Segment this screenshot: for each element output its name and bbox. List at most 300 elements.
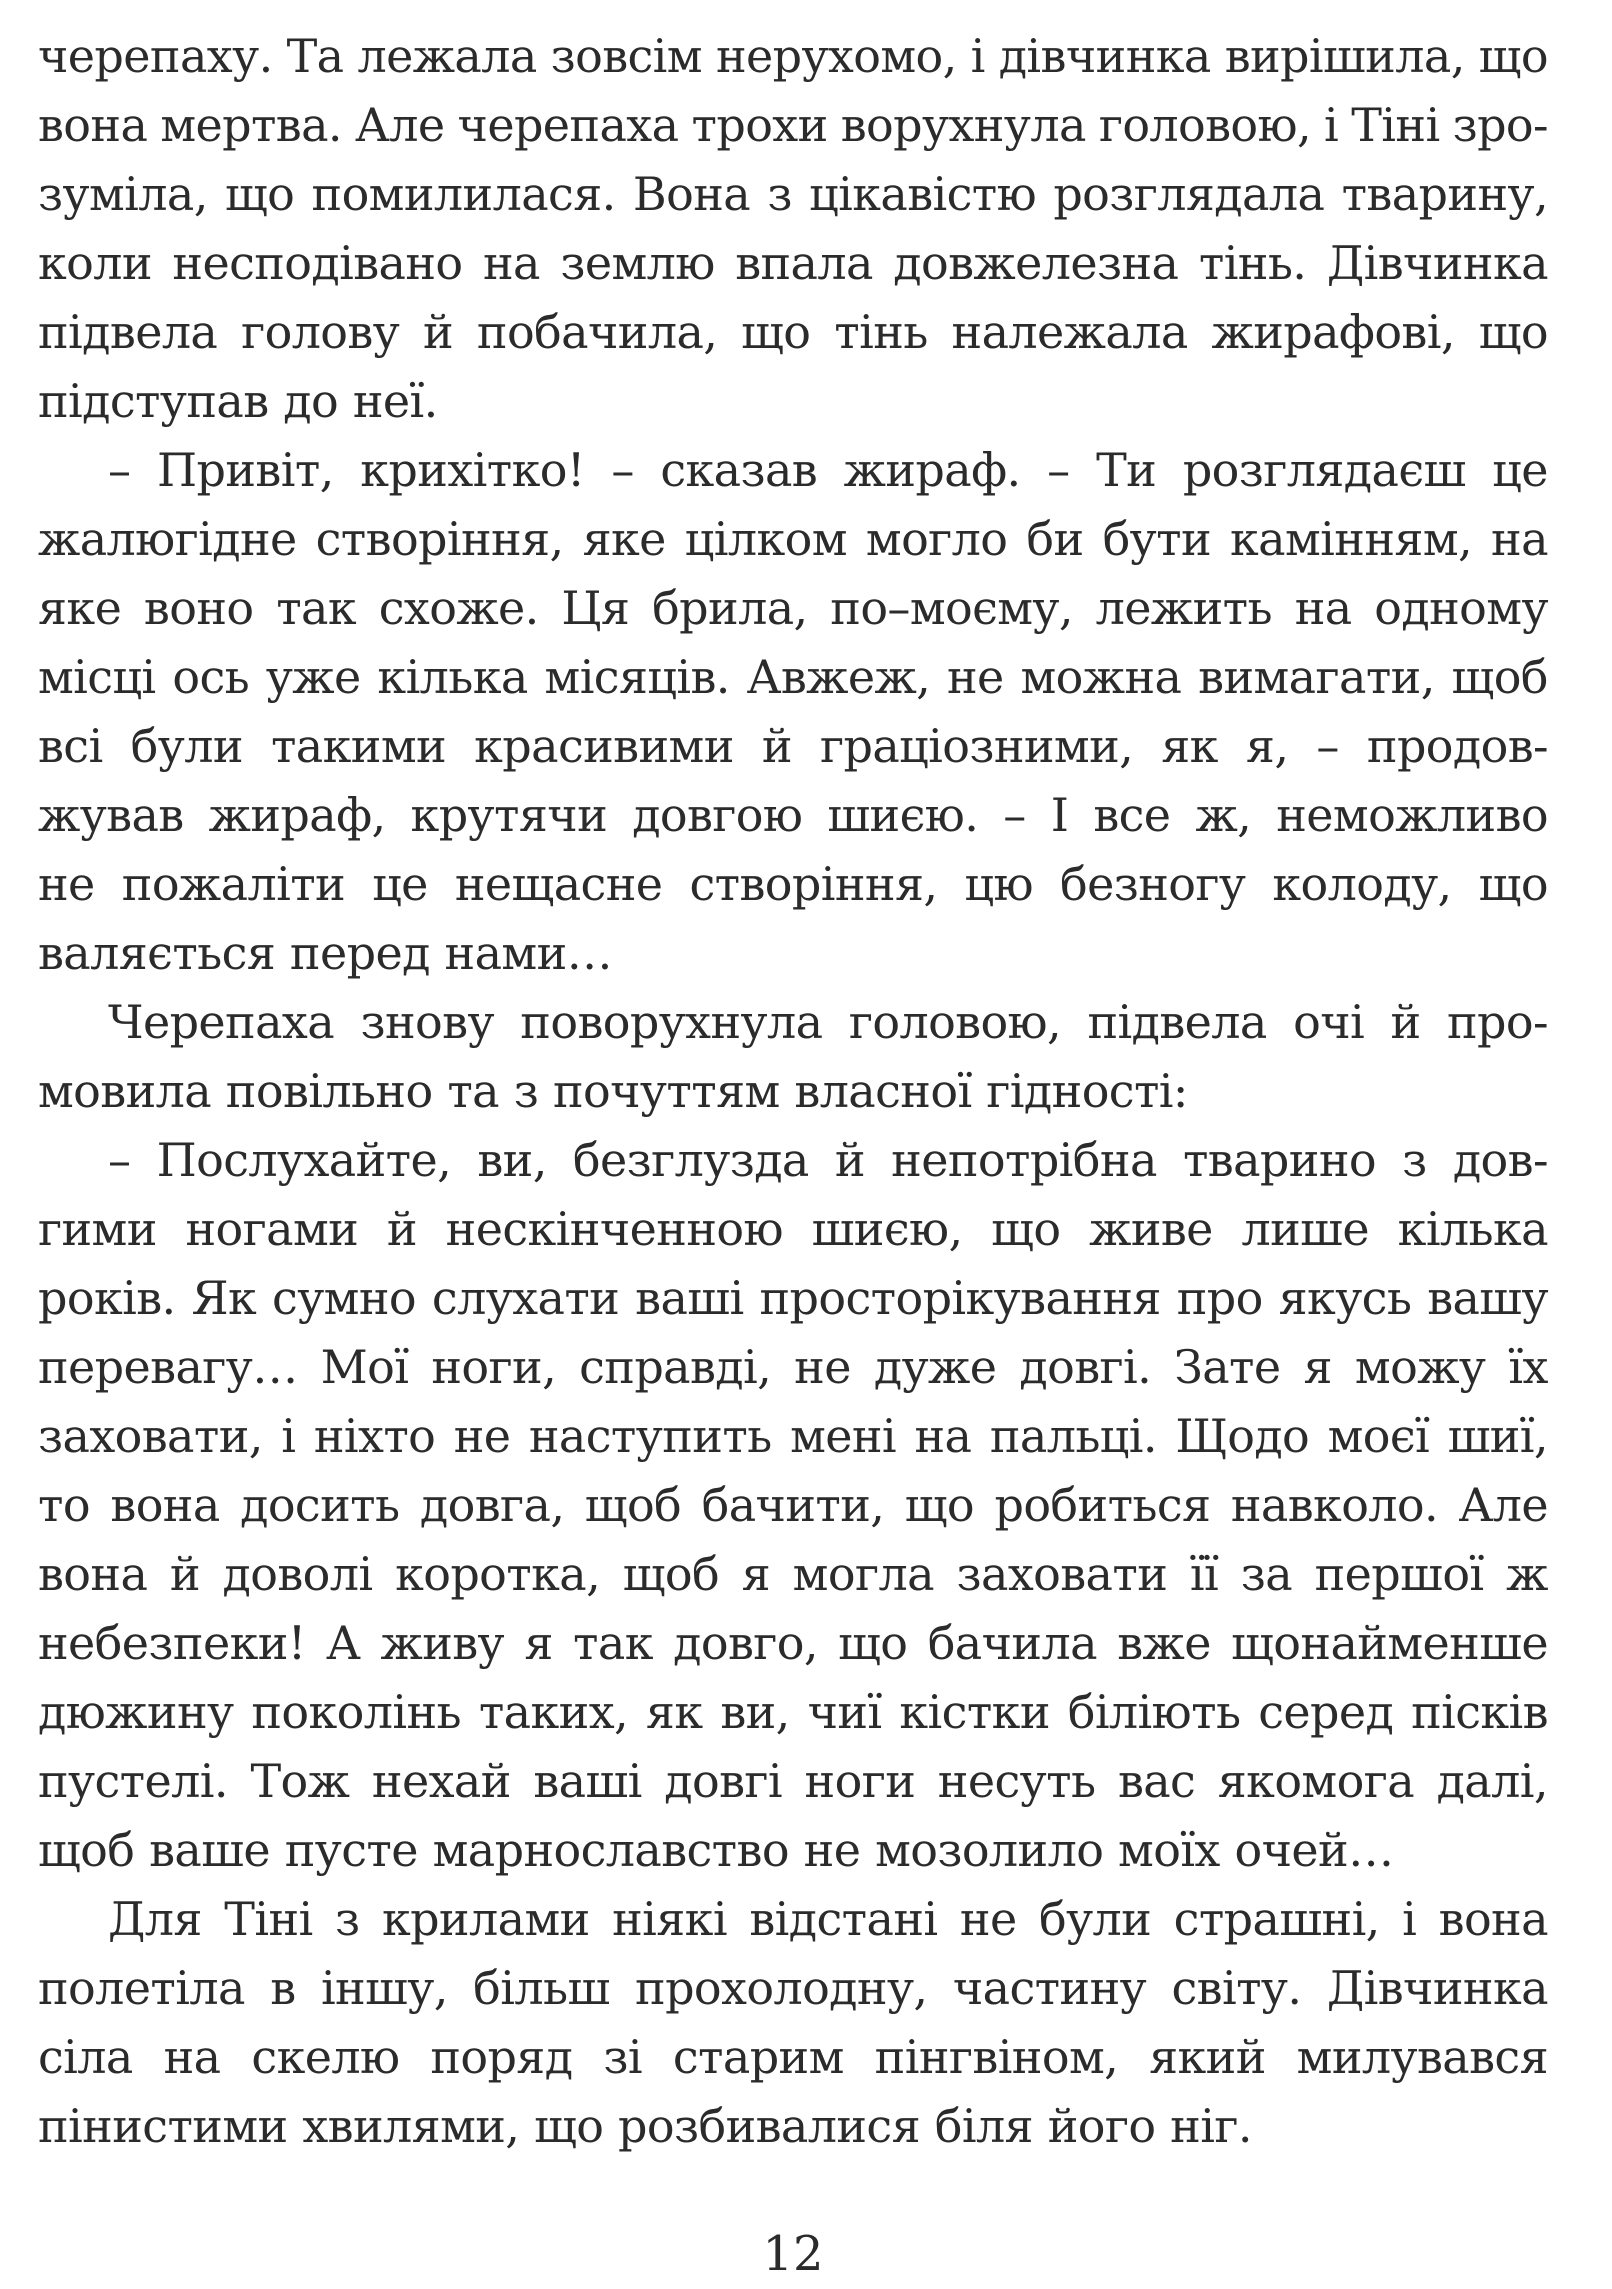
word: все [1093, 788, 1171, 842]
word: кілька [1397, 1202, 1548, 1256]
word: – [108, 443, 131, 497]
word: довго, [673, 1616, 818, 1670]
word: пінгвіном, [874, 2030, 1119, 2084]
word: тінь [834, 305, 928, 359]
word: воно [143, 581, 254, 635]
word: хвилями, [302, 2099, 520, 2153]
word: Для [108, 1892, 202, 1946]
word: вашу [1427, 1271, 1548, 1325]
word: гідності: [986, 1064, 1188, 1118]
word: лежала [357, 29, 537, 83]
word: Тіні [1351, 98, 1440, 152]
word: це [1492, 443, 1548, 497]
word: ногами [185, 1202, 359, 1256]
word: неможливо [1276, 788, 1548, 842]
word: крилами [381, 1892, 590, 1946]
word: Тіні [224, 1892, 313, 1946]
text-line [38, 1333, 1548, 1402]
word: на [914, 1409, 972, 1463]
word: Та [286, 29, 344, 83]
text-line [38, 712, 1548, 781]
word: неї. [352, 374, 438, 428]
word: тварину, [1341, 167, 1548, 221]
book-page [38, 0, 1548, 2289]
word: просторікування [759, 1271, 1161, 1325]
word: розглядаєш [1182, 443, 1466, 497]
word: лежить [1095, 581, 1272, 635]
text-line [38, 988, 1548, 1057]
text-line [38, 1885, 1548, 1954]
word: щонайменше [1231, 1616, 1548, 1670]
word: Привіт, [156, 443, 334, 497]
word: – [1003, 788, 1026, 842]
word: що [1478, 857, 1548, 911]
word: світу. [1171, 1961, 1302, 2015]
word: й [169, 1547, 200, 1601]
word: – [1047, 443, 1070, 497]
text-line [38, 1264, 1548, 1333]
word: бути [1102, 512, 1212, 566]
word: це [372, 857, 428, 911]
text-line [38, 1678, 1548, 1747]
word: головою, [848, 995, 1062, 1049]
word: досить [240, 1478, 400, 1532]
word: в [270, 1961, 296, 2015]
word: коли [38, 236, 152, 290]
word: цю [964, 857, 1033, 911]
word: одному [1374, 581, 1548, 635]
text-line [38, 367, 1548, 436]
word: довгі. [1019, 1340, 1152, 1394]
word: жираф, [208, 788, 386, 842]
word: не [453, 1409, 511, 1463]
word: мені [790, 1409, 897, 1463]
word: очі [1293, 995, 1365, 1049]
word: – [108, 1133, 131, 1187]
word: ноги [804, 1754, 916, 1808]
word: на [1491, 512, 1548, 566]
word: довга, [419, 1478, 565, 1532]
word: ніг. [1170, 2099, 1252, 2153]
word: й [1390, 995, 1421, 1049]
word: ніхто [313, 1409, 436, 1463]
word: Щодо [1175, 1409, 1310, 1463]
word: зі [603, 2030, 642, 2084]
word: очей… [1234, 1823, 1394, 1877]
word: Вона [632, 167, 751, 221]
word: і [1402, 1892, 1417, 1946]
word: так [573, 1616, 653, 1670]
word: більш [473, 1961, 610, 2015]
text-line [38, 436, 1548, 505]
word: поворухнула [520, 995, 823, 1049]
word: вона [38, 98, 148, 152]
word: створіння, [689, 857, 938, 911]
word: місці [38, 650, 156, 704]
word: Мої [320, 1340, 409, 1394]
word: бачила [927, 1616, 1097, 1670]
word: прохолодну, [635, 1961, 928, 2015]
word: шиєю. [827, 788, 979, 842]
word: би [1026, 512, 1084, 566]
word: та [447, 1064, 499, 1118]
word: яке [582, 512, 666, 566]
word: трохи [691, 98, 828, 152]
word: таких, [478, 1685, 629, 1739]
text-line [38, 1471, 1548, 1540]
text-line [38, 505, 1548, 574]
text-line [38, 850, 1548, 919]
word: можу [1354, 1340, 1486, 1394]
word: небезпеки! [38, 1616, 306, 1670]
word: я [1303, 1340, 1332, 1394]
word: якомога [1217, 1754, 1415, 1808]
word: наступить [528, 1409, 772, 1463]
word: схоже. [378, 581, 539, 635]
word: старим [672, 2030, 844, 2084]
word: Зате [1174, 1340, 1281, 1394]
word: щоб [1451, 650, 1548, 704]
word: крихітко! [360, 443, 585, 497]
text-line [38, 1609, 1548, 1678]
word: голову [241, 305, 400, 359]
word: пусте [284, 1823, 418, 1877]
word: не [959, 1892, 1017, 1946]
word: валяється [38, 926, 276, 980]
word: ваші [635, 1271, 744, 1325]
word: продов- [1366, 719, 1548, 773]
word: вона [38, 1547, 148, 1601]
word: справді, [579, 1340, 772, 1394]
word: І [1050, 788, 1069, 842]
word: шиї, [1447, 1409, 1548, 1463]
word: ворухнула [840, 98, 1086, 152]
text-line [38, 1540, 1548, 1609]
text-line [38, 160, 1548, 229]
word: на [1294, 581, 1352, 635]
word: кілька [377, 650, 528, 704]
word: власної [794, 1064, 972, 1118]
word: були [130, 719, 243, 773]
word: за [1240, 1547, 1293, 1601]
word: Тож [250, 1754, 350, 1808]
word: черепаха [457, 98, 679, 152]
word: не [38, 857, 95, 911]
word: ж, [1195, 788, 1252, 842]
text-line [38, 1126, 1548, 1195]
word: вас [1117, 1754, 1196, 1808]
text-line [38, 781, 1548, 850]
word: крутячи [410, 788, 608, 842]
word: Черепаха [108, 995, 335, 1049]
text-line [38, 574, 1548, 643]
word: їх [1508, 1340, 1548, 1394]
word: сіла [38, 2030, 133, 2084]
word: могло [865, 512, 1008, 566]
word: що [991, 1202, 1061, 1256]
word: перевагу… [38, 1340, 298, 1394]
word: нами… [444, 926, 613, 980]
word: яке [38, 581, 122, 635]
word: непотрібна [891, 1133, 1157, 1187]
word: жував [38, 788, 184, 842]
text-line [38, 229, 1548, 298]
word: пальці. [989, 1409, 1157, 1463]
word: його [1047, 2099, 1156, 2153]
word: не [794, 1340, 851, 1394]
word: розглядала [1053, 167, 1325, 221]
word: розбивалися [618, 2099, 921, 2153]
word: поряд [430, 2030, 573, 2084]
word: всі [38, 719, 103, 773]
word: довгі [664, 1754, 783, 1808]
word: і [970, 29, 985, 83]
word: як [1161, 719, 1218, 773]
word: – [1316, 719, 1339, 773]
word: Авжеж, [746, 650, 931, 704]
word: Але [1458, 1478, 1548, 1532]
word: заховати [956, 1547, 1168, 1601]
word: мозолило [875, 1823, 1104, 1877]
word: не [803, 1823, 861, 1877]
text-line [38, 2092, 1548, 2161]
word: на [163, 2030, 221, 2084]
word: могла [792, 1547, 934, 1601]
word: впала [735, 236, 873, 290]
word: милувався [1296, 2030, 1548, 2084]
word: дюжину [38, 1685, 234, 1739]
word: я [741, 1547, 771, 1601]
word: її [1189, 1547, 1219, 1601]
word: підступав [38, 374, 269, 428]
word: першої [1314, 1547, 1484, 1601]
word: вона [110, 1478, 220, 1532]
word: ви, [477, 1133, 547, 1187]
word: пінистими [38, 2099, 288, 2153]
word: Ця [561, 581, 630, 635]
word: камінням, [1230, 512, 1473, 566]
word: ніякі [612, 1892, 727, 1946]
word: що [741, 305, 811, 359]
word: нескінченною [445, 1202, 783, 1256]
word: Але [355, 98, 445, 152]
word: й [386, 1202, 417, 1256]
word: про- [1446, 995, 1548, 1049]
word: несуть [937, 1754, 1096, 1808]
word: якусь [1278, 1271, 1412, 1325]
word: пісків [1411, 1685, 1548, 1739]
word: не [947, 650, 1004, 704]
word: на [482, 236, 540, 290]
word: моїх [1118, 1823, 1220, 1877]
word: й [761, 719, 792, 773]
word: нерухомо, [715, 29, 957, 83]
word: підвела [38, 305, 218, 359]
word: знову [360, 995, 494, 1049]
word: поколінь [251, 1685, 461, 1739]
word: черепаху. [38, 29, 273, 83]
word: повільно [225, 1064, 433, 1118]
text-line [38, 919, 1548, 988]
word: ваше [149, 1823, 270, 1877]
word: Ти [1096, 443, 1157, 497]
word: біліють [1067, 1685, 1241, 1739]
word: мертва. [160, 98, 342, 152]
word: ось [172, 650, 250, 704]
word: як [645, 1685, 703, 1739]
page-number: 12 [762, 2226, 824, 2282]
word: дов- [1452, 1133, 1548, 1187]
word: нещасне [454, 857, 663, 911]
word: далі, [1436, 1754, 1548, 1808]
word: довжелезна [893, 236, 1179, 290]
word: що [1478, 305, 1548, 359]
word: цілком [684, 512, 847, 566]
word: з [513, 1064, 539, 1118]
word: зро- [1452, 98, 1548, 152]
word: полетіла [38, 1961, 245, 2015]
word: іншу, [320, 1961, 448, 2015]
word: що [904, 1478, 975, 1532]
word: кістки [899, 1685, 1050, 1739]
word: що [838, 1616, 908, 1670]
word: довгою [632, 788, 803, 842]
word: ви, [720, 1685, 790, 1739]
word: безногу [1060, 857, 1246, 911]
word: моєї [1327, 1409, 1430, 1463]
text-line [38, 2023, 1548, 2092]
text-line [38, 22, 1548, 91]
word: частину [952, 1961, 1147, 2015]
word: дівчинка [998, 29, 1211, 83]
word: Дівчинка [1326, 236, 1548, 290]
text-line [38, 1954, 1548, 2023]
word: зуміла, [38, 167, 208, 221]
word: вона [1438, 1892, 1548, 1946]
word: пустелі. [38, 1754, 228, 1808]
word: можна [1020, 650, 1182, 704]
word: перед [289, 926, 430, 980]
body-text [38, 22, 1548, 2161]
text-line [38, 643, 1548, 712]
word: страшні, [1173, 1892, 1380, 1946]
word: лише [1241, 1202, 1369, 1256]
text-line [38, 1057, 1548, 1126]
word: нехай [371, 1754, 511, 1808]
word: навколо. [1230, 1478, 1439, 1532]
word: Дівчинка [1326, 1961, 1548, 2015]
word: жалюгідне [38, 512, 297, 566]
text-line [38, 1195, 1548, 1264]
word: заховати, [38, 1409, 263, 1463]
word: так [276, 581, 357, 635]
word: створіння, [315, 512, 564, 566]
word: такими [270, 719, 447, 773]
text-line [38, 1402, 1548, 1471]
word: по–моєму, [830, 581, 1073, 635]
word: я, [1245, 719, 1289, 773]
word: ноги, [431, 1340, 557, 1394]
word: років. [38, 1271, 176, 1325]
word: – [611, 443, 634, 497]
word: й [834, 1133, 865, 1187]
word: тінь. [1198, 236, 1307, 290]
word: гими [38, 1202, 157, 1256]
word: бачити, [701, 1478, 885, 1532]
word: до [283, 374, 339, 428]
word: цікавістю [809, 167, 1037, 221]
word: про [1176, 1271, 1263, 1325]
word: ваші [533, 1754, 642, 1808]
word: тварино [1182, 1133, 1376, 1187]
word: скелю [251, 2030, 400, 2084]
word: вже [1117, 1616, 1211, 1670]
word: жираф. [843, 443, 1021, 497]
word: живу [380, 1616, 505, 1670]
word: були [1039, 1892, 1152, 1946]
word: що [1478, 29, 1548, 83]
word: я [524, 1616, 553, 1670]
word: марнославство [432, 1823, 789, 1877]
word: відстані [749, 1892, 938, 1946]
word: побачила, [476, 305, 718, 359]
text-line [38, 91, 1548, 160]
word: А [325, 1616, 361, 1670]
word: Як [191, 1271, 257, 1325]
word: пожаліти [121, 857, 346, 911]
word: належала [951, 305, 1188, 359]
word: чиї [807, 1685, 882, 1739]
word: сказав [660, 443, 818, 497]
word: і [281, 1409, 296, 1463]
word: серед [1258, 1685, 1394, 1739]
word: біля [934, 2099, 1033, 2153]
word: Послухайте, [156, 1133, 452, 1187]
word: щоб [584, 1478, 682, 1532]
word: вирішила, [1224, 29, 1465, 83]
word: що [534, 2099, 604, 2153]
word: помилилася. [311, 167, 616, 221]
word: і [1324, 98, 1339, 152]
word: сумно [272, 1271, 417, 1325]
word: з [1402, 1133, 1427, 1187]
text-line [38, 1747, 1548, 1816]
word: то [38, 1478, 90, 1532]
word: з [335, 1892, 360, 1946]
word: почуттям [552, 1064, 780, 1118]
word: живе [1089, 1202, 1213, 1256]
word: граціозними, [819, 719, 1134, 773]
word: колоду, [1272, 857, 1452, 911]
word: слухати [431, 1271, 620, 1325]
word: несподівано [172, 236, 463, 290]
word: уже [265, 650, 361, 704]
word: землю [560, 236, 715, 290]
word: й [423, 305, 454, 359]
word: дуже [873, 1340, 997, 1394]
word: робиться [994, 1478, 1211, 1532]
word: мовила [38, 1064, 212, 1118]
word: зовсім [550, 29, 702, 83]
word: красивими [474, 719, 734, 773]
word: коротка, [395, 1547, 601, 1601]
word: жирафові, [1211, 305, 1455, 359]
word: вимагати, [1198, 650, 1435, 704]
word: безглузда [572, 1133, 809, 1187]
word: з [767, 167, 792, 221]
word: який [1149, 2030, 1266, 2084]
word: місяців. [544, 650, 730, 704]
